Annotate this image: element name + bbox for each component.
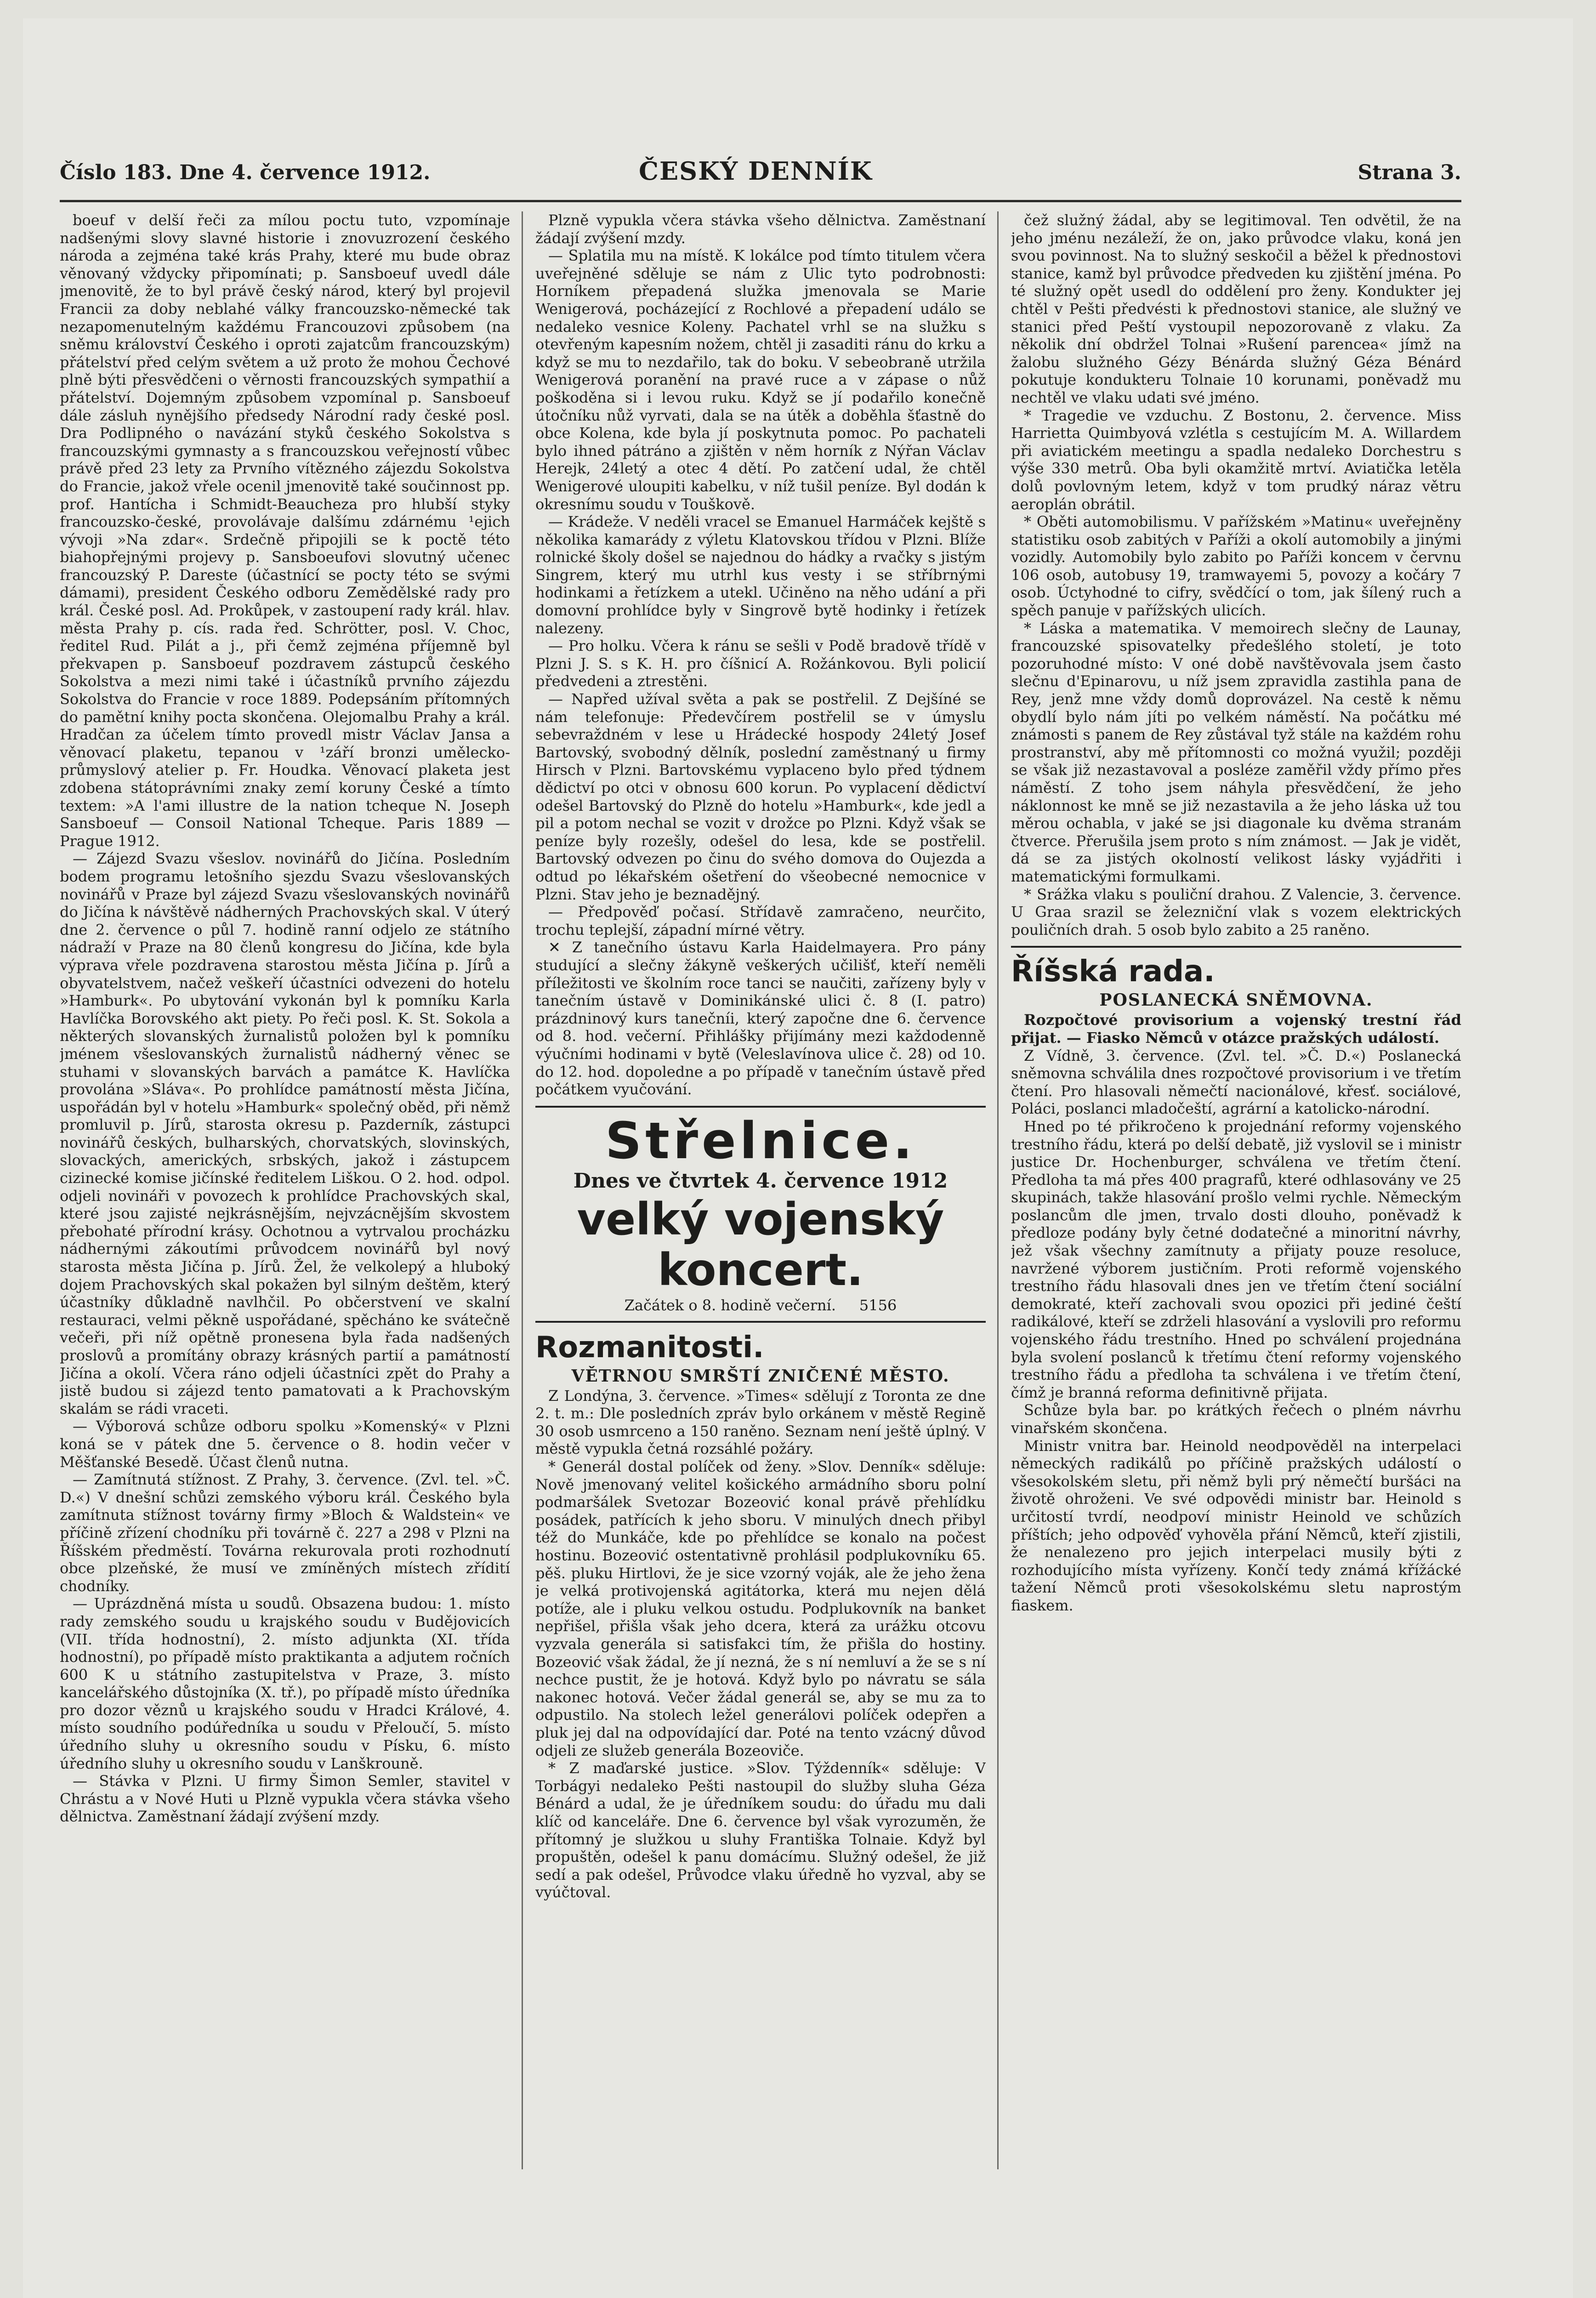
article-lead: Rozpočtové provisorium a vojenský trestní řád přijat. — Fiasko Němců v otázce pražských událostí. — [1011, 1011, 1461, 1047]
article-text: Z Vídně, 3. července. (Zvl. tel. »Č. D.«) Poslanecká sněmovna schválila dnes rozpočtové provisorium i ve třetím čtení. Pro hlasovali němečtí nacionálové, křesť. sociálové, Poláci, poslanci mladočeští, agrární a katolicko-národní. — [1011, 1047, 1461, 1118]
article-text: čež služný žádal, aby se legitimoval. Ten odvětil, že na jeho jménu nezáleží, že on, jako průvodce vlaku, koná jen svou povinnost. Na to služný seskočil a běžel k přednostovi stanice, kamž byl průvodce předveden ku zjištění jména. Po té služný opět usedl do oddělení pro ženy. Kondukter jej chtěl v Pešti předvésti k přednostovi stanice, ale služný ve stanici před Peští vystoupil nepozorovaně z vlaku. Za několik dní obdržel Tolnai »Rušení parencea« jímž na žalobu služného Gézy Bénárda služný Géza Bénárd pokutuje kondukteru Tolnaie 10 korunami, poněvadž mu nechtěl ve vlaku udati své jméno. — [1011, 211, 1461, 406]
article-text: — Splatila mu na místě. K lokálce pod tímto titulem včera uveřejněné sděluje se nám z Ulic tyto podrobnosti: Horníkem přepadená služka jmenovala se Marie Wenigerová, pocházející z Rochlové a přepadení událo se nedaleko vesnice Koleny. Pachatel vrhl se na služku s otevřeným kapesním nožem, chtěl ji zasaditi ránu do krku a když se mu to nezdařilo, tak do boku. V sebeobraně utržila Wenigerová poranění na pravé ruce a v zápase o nůž poškoděna si i levou ruku. Když se jí podařilo konečně útočníku nůž vyrvati, dala se na útěk a doběhla šťastně do obce Kolena, kde byla jí poskytnuta pomoc. Po pachateli bylo ihned pátráno a zjištěn v něm horník z Nýřan Václav Herejk, 24letý a otec 4 dětí. Po zatčení udal, že chtěl Wenigerové uloupiti kabelku, v níž tušil peníze. Byl dodán k okresnímu soudu v Touškově. — [535, 247, 986, 513]
article-subheading: POSLANECKÁ SNĚMOVNA. — [1099, 990, 1373, 1010]
article-text: Ministr vnitra bar. Heinold neodpověděl na interpelaci německých radikálů po příčině pražských událostí o všesokolském sletu, při němž byli prý němečtí buršáci na životě ohroženi. Ve své odpovědi ministr bar. Heinold s určitostí tvrdí, neodpoví ministr Heinold ve schůzích příštích; jeho odpověď vyhověla přání Němců, kteří zjistili, že nenalezeno pro jejich interpelaci musily býti z rozhodujícího místa vyřízeny. Končí tedy známá křížácké tažení Němců proti všesokolskému sletu naprostým fiaskem. — [1011, 1437, 1461, 1614]
article-text: * Oběti automobilismu. V pařížském »Matinu« uveřejněny statistiku osob zabitých v Paříži a okolí automobily a jinými vozidly. Automobily bylo zabito po Paříži koncem v červnu 106 osob, autobusy 19, tramwayemi 5, povozy a kočáry 7 osob. Úctyhodné to cifry, svědčící o tom, jak šílený ruch a spěch panuje v pařížských ulicích. — [1011, 513, 1461, 620]
article-text: * Láska a matematika. V memoirech slečny de Launay, francouzské spisovatelky předešlého století, je toto pozoruhodné místo: V oné době navštěvovala jsem často slečnu d'Epinarovu, u níž jsem zpravidla zastihla pana de Rey, jenž mne vždy domů doprovázel. Na cestě k němu obydlí bylo nám jíti po velkém náměstí. Na počátku mé známosti s panem de Rey zůstával tyž stále na každém rohu prostranství, aby mě přítomnosti co možná využil; později se však již nezastavoval a posléze zaměřil vždy přímo přes náměstí. Z toho jsem náhyla přesvědčení, že jeho náklonnost ke mně se již nezastavila a že jeho láska už tou měrou ochabla, v jaké se jsi diagonale ku dvěma stranám čtverce. Přerušila jsem proto s ním známost. — Jak je vidět, dá se za jistých okolností velikost lásky vyjádřiti i matematickými formulkami. — [1011, 619, 1461, 885]
article-subheading: VĚTRNOU SMRŠTÍ ZNIČENÉ MĚSTO. — [571, 1366, 950, 1386]
article-text: — Napřed užíval světa a pak se postřelil. Z Dejšíné se nám telefonuje: Předevčírem postřelil se v úmyslu sebevraždném v lese u Hrádecké hospody 24letý Josef Bartovský, svobodný dělník, poslední zaměstnaný u firmy Hirsch v Plzni. Bartovskému vyplaceno bylo před týdnem dědictví po otci v obnosu 600 korun. Po vyplacení dědictví odešel Bartovský do Plzně do hotelu »Hamburk«, kde jedl a pil a potom nechal se vozit v drožce po Plzni. Když však se peníze byly rozešly, odešel do lesa, kde se postřelil. Bartovský odvezen po činu do svého domova do Oujezda a odtud po lékařském ošetření do všeobecné nemocnice v Plzni. Stav jeho je beznadějný. — [535, 690, 986, 903]
page-number: Strana 3. — [1357, 161, 1461, 184]
article-text: * Srážka vlaku s pouliční drahou. Z Valencie, 3. července. U Graa srazil se železniční vlak s vozem elektrických pouličních drah. 5 osob bylo zabito a 25 raněno. — [1011, 885, 1461, 939]
article-text: ✕ Z tanečního ústavu Karla Haidelmayera. Pro pány studující a slečny žákyně veškerých učilišť, kteří neměli příležitosti ve školním roce tanci se naučiti, zařízeny byly v tanečním ústavě v Dominikánské ulici č. 8 (I. patro) prázdninový kurs tanečníi, který započne dne 6. července od 8. hod. večerní. Přihlášky přijímány mezi každodenně výučními hodinami v bytě (Veleslavínova ulice č. 28) od 10. do 12. hod. dopoledne a po případě v tanečním ústavě před počátkem vyučování. — [535, 939, 986, 1098]
newspaper-page — [23, 18, 1573, 2298]
ad-date: Dnes ve čtvrtek 4. července 1912 — [573, 1169, 948, 1193]
article-text: * Z maďarské justice. »Slov. Týždenník« sděluje: V Torbágyi nedaleko Pešti nastoupil do služby sluha Géza Bénárd a udal, že je úředníkem soudu: do úřadu mu dali klíč od kanceláře. Dne 6. července byl však vyrozuměn, že přítomný je služkou u sluhy Františka Tolnaie. Když byl propuštěn, odešel k panu domácímu. Služný odešel, že již sedí a pak odešel, Průvodce vlaku úředně ho vyzval, aby se vyúčtoval. — [535, 1759, 986, 1901]
ad-start-time: Začátek o 8. hodině večerní. — [624, 1296, 836, 1314]
ad-event: velký vojenský koncert. — [577, 1193, 944, 1296]
section-rule — [1011, 946, 1461, 948]
section-heading-risska-rada: Říšská rada. — [1011, 955, 1215, 989]
article-text: — Zamítnutá stížnost. Z Prahy, 3. července. (Zvl. tel. »Č. D.«) V dnešní schůzi zemského výboru král. Českého byla zamítnuta stížnost továrny firmy »Bloch & Waldstein« ve příčině zřízení chodníku při továrně č. 227 a 298 v Plzni na Říšském předměstí. Továrna rekurovala proti rozhodnutí obce plzeňské, že musí ve zmíněných místech zřídití chodníky. — [60, 1471, 510, 1595]
column-3 — [1011, 211, 1461, 2169]
article-text: * Generál dostal políček od ženy. »Slov. Denník« sděluje: Nově jmenovaný velitel košického armádního sboru polní podmaršálek Svetozar Bozeović konal právě přehlídku posádek, patřících k jeho sboru. V minulých dnech přibyl též do Munkáče, kde po přehlídce se konalo na počest hostinu. Bozeović ostentativně prohlásil podplukovníku 65. pěš. pluku Hirtlovi, že je sice vzorný voják, ale že jeho žena je velká protivojenská agitátorka, která mu nejen dělá potíže, ale i pluku velkou ostudu. Podplukovník na banket nepřišel, přišla však jeho dcera, která za urážku otcovu vyzvala generála si satisfakci tím, že přišla do hostiny. Bozeović však žádal, že jí nezná, že s ní nemluví a že se s ní nechce pustit, že je hotová. Když bylo po návratu se sála nakonec hotová. Večer žádal generál se, aby se mu za to odpustilo. Na stolech ležel generálovi políček odepřen a pluk jej dal na odpovídající dar. Poté na tento vzácný důvod odjeli ze služeb generála Bozeoviče. — [535, 1458, 986, 1759]
issue-number: Číslo 183. Dne 4. července 1912. — [60, 161, 431, 184]
column-2 — [535, 211, 986, 2169]
column-divider — [997, 211, 999, 2169]
article-text: — Uprázdněná místa u soudů. Obsazena budou: 1. místo rady zemského soudu u krajského soudu v Budějovicích (VII. třída hodnostní), 2. místo adjunkta (XI. třída hodnostní), po případě místo praktikanta a adjutem ročních 600 K u státního zastupitelstva v Praze, 3. místo kancelářského důstojníka (X. tř.), po případě místo úředníka pro dozor věznů u krajského soudu v Hradci Králové, 4. místo soudního podúředníka u soudu v Přeloučí, 5. místo úředního sluhy u okresního soudu v Písku, 6. místo úředního sluhy u okresního soudu v Lanškrouně. — [60, 1595, 510, 1772]
article-text: Schůze byla bar. po krátkých řečech o plném návrhu vinařském skončena. — [1011, 1401, 1461, 1437]
article-text: — Výborová schůze odboru spolku »Komenský« v Plzni koná se v pátek dne 5. července o 8. hodin večer v Měšťanské Besedě. Účast členů nutna. — [60, 1417, 510, 1471]
article-text: boeuf v delší řeči za mílou poctu tuto, vzpomínaje nadšenými slovy slavné historie i znovuzrození českého národa a zejména také krás Prahy, které mu bude obraz věnovaný vždycky připomínati; p. Sansboeuf uvedl dále jmenovitě, že to byl právě český národ, který byl projevil Francii za doby neblahé války francouzsko-německé tak nezapomenutelným každému Francouzovi způsobem (na sněmu království Českého i oproti zajatcům francouzským) přátelství před celým světem a už proto že mohou Čechové plně býti přesvědčeni o věrnosti francouzských sympathií a přátelství. Dojemným způsobem vzpomínal p. Sansboeuf dále zásluh nynějšího předsedy Národní rady české posl. Dra Podlipného o navázání styků českého Sokolstva s francouzskými gymnasty a s francouzskou veřejností vůbec právě před 23 lety za Prvního vítězného zájezdu Sokolstva do Francie, jakož vřele ocenil jmenovitě také součinnost pp. prof. Hantícha i Schmidt-Beaucheza pro hlubší styky francouzsko-české, provolávaje dalšímu zdárnému ¹ejich vývoji »Na zdar«. Srdečně připojili se k poctě této biahopřejnými projevy p. Sansboeufovi slovutný učenec francouzský P. Dareste (účastnící se pocty této se svými dámami), president Českého odboru Zemědělské rady pro král. České posl. Ad. Prokůpek, v zastoupení rady král. hlav. města Prahy p. cís. rada řed. Schrötter, posl. V. Choc, ředitel Rud. Pilát a j., při čemž zejména příjemně byl překvapen p. Sansboeuf pozdravem zástupců českého Sokolstva a mezi nimi také i účastníků prvního zájezdu Sokolstva do Francie v roce 1889. Podepsáním přítomných do pamětní knihy pocta skončena. Olejomalbu Prahy a král. Hradčan za účelem tímto provedl mistr Václav Jansa a věnovací plaketu, tepanou v ¹září bronzi umělecko-průmyslový atelier p. Fr. Houdka. Věnovací plaketa jest zdobena státoprávními znaky zemí koruny České a tímto textem: »A l'ami illustre de la nation tcheque N. Joseph Sansboeuf — Consoil National Tcheque. Paris 1889 — Prague 1912. — [60, 211, 510, 850]
ad-time — [535, 1295, 986, 1315]
article-text: * Tragedie ve vzduchu. Z Bostonu, 2. července. Miss Harrietta Quimbyová vzlétla s cestujícím M. A. Willardem při aviatickém meetingu a spadla nedaleko Dorchestru s výše 330 metrů. Oba byli okamžitě mrtví. Aviatička letěla dolů povlovným letem, když v tom prudký náraz větru aeroplán obrátil. — [1011, 406, 1461, 513]
column-divider — [522, 211, 523, 2169]
article-text: — Krádeže. V neděli vracel se Emanuel Harmáček kejště s několika kamarády z výletu Klatovskou třídou v Plzni. Blíže rolnické školy došel se najednou do hádky a rvačky s jistým Singrem, který mu utrhl kus vesty i se stříbrnými hodinkami a řetízkem a utekl. Učiněno na něho udání a při domovní prohlídce byly v Singrově bytě hodinky i řetízek nalezeny. — [535, 513, 986, 637]
ad-code: 5156 — [859, 1296, 897, 1314]
column-1 — [60, 211, 510, 2169]
strelnice-advertisement — [535, 1106, 986, 1323]
article-text: Hned po té přikročeno k projednání reformy vojenského trestního řádu, která po delší debatě, již vyslovil se i ministr justice Dr. Hochenburger, schválena ve třetím čtení. Předloha ta má přes 400 pragrafů, které odhlasovány ve 25 skupinách, takže hlasování prošlo velmi rychle. Německým poslancům dle jmen, trvalo dosti dlouho, poněvadž k předloze podány byly četné dodatečné a minoritní návrhy, jež však všechny zamítnuty a přijaty pouze resoluce, navržené výborem justičním. Proti reformě vojenského trestního řádu hlasovali dnes jen ve třetím čtení sociální demokraté, kteří zachovali svou opozici při jediné čeští radikálové, kteří se zdrželi hlasování a vyslovili pro reformu vojenského řádu trestního. Hned po schválení projednána byla svolení poslanců k třetímu čtení reformy vojenského trestního řádu a předloha ta schválena i ve třetím čtení, čímž je branná reforma definitivně přijata. — [1011, 1117, 1461, 1401]
article-text: — Zájezd Svazu všeslov. novinářů do Jičína. Posledním bodem programu letošního sjezdu Svazu všeslovanských novinářů v Praze byl zájezd Svazu všeslovanských novinářů do Jičína k návštěvě nádherných Prachovských skal. V úterý dne 2. července o půl 7. hodině ranní odjelo ze státního nádraží v Praze na 80 členů kongresu do Jičína, kde byla výprava vřele pozdravena starostou města Jičína p. Jírů a obyvatelstvem, načež veškeří účastníci odvezeni do hotelu »Hamburk«. Po ubytování vykonán byl k pomníku Karla Havlíčka Borovského akt piety. Po řeči posl. K. St. Sokola a některých slovanských žurnalistů položen byl k pomníku jménem všeslovanských žurnalistů nádherný věnec se stuhami v slovanských barvách a památce K. Havlíčka provolána »Sláva«. Po prohlídce památností města Jičína, uspořádán byl v hotelu »Hamburk« společný oběd, při němž promluvil p. Jírů, starosta okresu p. Pazderník, zástupci novinářů českých, bulharských, chorvatských, slovinských, slovackých, amerických, srbských, jakož i zástupcem cizinecké komise jičínské ředitelem Liškou. O 2. hod. odpol. odjeli novináři v povozech k prohlídce Prachovských skal, které jsou zajisté nejkrásnějším, nejvzácnějším skvostem přebohaté přírodní krásy. Ochotnou a vytrvalou procházku nádhernými zákoutími průvodcem novinářů byl nový starosta města Jičína p. Jírů. Žel, že velkolepý a hluboký dojem Prachovských skal pokažen byl silným deštěm, který účastníky důkladně navlhčil. Po občerstvení ve skalní restauraci, velmi pěkně uspořádané, spěcháno ke svátečně večeři, při níž opětně pronesena byla řada nadšených proslovů a promítány obrazy krásných partií a památností Jičína a okolí. Včera ráno odjeli účastníci zpět do Prahy a jistě budou si zájezd tento pamatovati a k Prachovským skalám se rádi vraceti. — [60, 850, 510, 1417]
article-text: Plzně vypukla včera stávka všeho dělnictva. Zaměstnaní žádají zvýšení mzdy. — [535, 211, 986, 247]
article-text: — Stávka v Plzni. U firmy Šimon Semler, stavitel v Chrástu a v Nové Huti u Plzně vypukla včera stávka všeho dělnictva. Zaměstnaní žádají zvýšení mzdy. — [60, 1772, 510, 1826]
header-rule — [60, 200, 1461, 202]
article-text: — Předpověď počasí. Střídavě zamračeno, neurčito, trochu teplejší, západní mírné větry. — [535, 903, 986, 939]
page-header — [60, 156, 1461, 198]
masthead-title: ČESKÝ DENNÍK — [639, 156, 873, 186]
section-heading-rozmanitosti: Rozmanitosti. — [535, 1330, 764, 1365]
article-text: Z Londýna, 3. července. »Times« sdělují z Toronta ze dne 2. t. m.: Dle posledních zpráv bylo orkánem v městě Regině 30 osob usmrceno a 150 raněno. Seznam není ještě úplný. V městě vypukla četná rozsáhlé požáry. — [535, 1387, 986, 1458]
article-text: — Pro holku. Včera k ránu se sešli v Podě bradově třídě v Plzni J. S. s K. H. pro číšnicí A. Rožánkovou. Byli policií předvedeni a ztrestěni. — [535, 637, 986, 690]
ad-venue-name: Střelnice. — [605, 1111, 916, 1170]
